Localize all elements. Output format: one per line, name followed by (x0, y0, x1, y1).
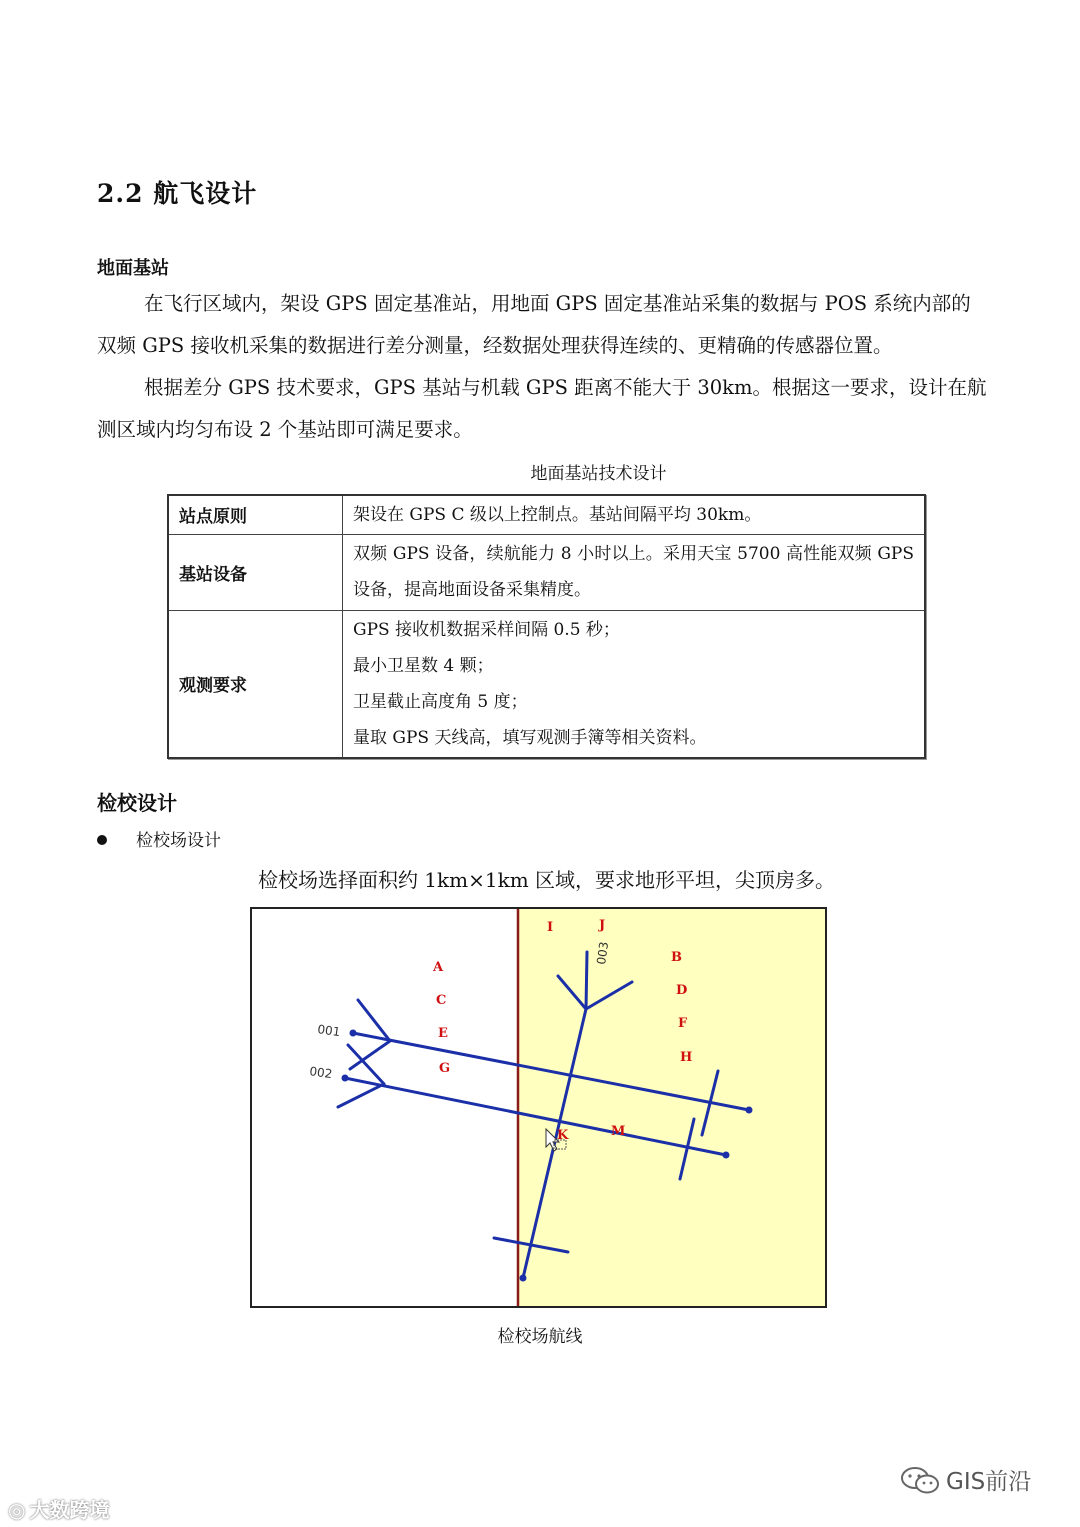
point-letter: M (611, 1124, 626, 1139)
table-row-line: GPS 接收机数据采样间隔 0.5 秒； (353, 619, 620, 640)
calibration-flight-lines-figure (250, 907, 827, 1308)
point-letter: I (547, 920, 554, 935)
table-row-line: 架设在 GPS C 级以上控制点。基站间隔平均 30km。 (353, 504, 762, 525)
point-letter: D (676, 983, 688, 998)
table-row-value (343, 534, 926, 610)
ground-station-spec-table (167, 494, 926, 759)
table-row (168, 610, 925, 758)
point-letter: H (680, 1050, 693, 1065)
table-row-line: 量取 GPS 天线高，填写观测手簿等相关资料。 (353, 727, 707, 748)
ground-station-heading: 地面基站 (97, 258, 169, 279)
point-letter: C (436, 993, 447, 1008)
section-heading: 2.2 航飞设计 (97, 179, 258, 208)
table-row-line: 双频 GPS 设备，续航能力 8 小时以上。采用天宝 5700 高性能双频 GPS 设备，提高地面设备采集精度。 (353, 544, 914, 600)
weibo-icon: ◎ (8, 1498, 26, 1522)
line-label-003: 003 (594, 940, 612, 966)
table-row (168, 495, 925, 534)
table-row-key: 基站设备 (168, 534, 343, 610)
point-letter: G (439, 1061, 451, 1076)
line-label-002: 002 (308, 1064, 334, 1082)
table-row (168, 534, 925, 610)
table-row-key: 观测要求 (168, 610, 343, 758)
endpoint (746, 1107, 753, 1114)
bullet-icon (97, 835, 107, 845)
line-label-001: 001 (316, 1022, 342, 1040)
endpoint (350, 1030, 357, 1037)
ground-station-paragraph-2: 根据差分 GPS 技术要求，GPS 基站与机载 GPS 距离不能大于 30km。根据这一要求，设计在航测区域内均匀布设 2 个基站即可满足要求。 (97, 376, 987, 441)
table-row-value (343, 495, 926, 534)
table-row-line: 最小卫星数 4 颗； (353, 655, 494, 676)
wechat-icon (900, 1465, 940, 1495)
ground-station-paragraph-1: 在飞行区域内，架设 GPS 固定基准站，用地面 GPS 固定基准站采集的数据与 POS 系统内部的双频 GPS 接收机采集的数据进行差分测量，经数据处理获得连续的、更精确的传感器位置。 (97, 292, 971, 357)
point-letter: E (438, 1026, 448, 1041)
watermark-left-text: 大数跨境 (29, 1498, 110, 1522)
endpoint (342, 1075, 349, 1082)
point-letter: B (671, 950, 682, 965)
point-letter: F (678, 1016, 688, 1031)
table-caption: 地面基站技术设计 (530, 464, 667, 484)
figure-caption: 检校场航线 (497, 1327, 583, 1347)
point-letter: K (557, 1128, 569, 1143)
watermark-left (8, 1494, 109, 1523)
watermark-right (900, 1463, 1031, 1496)
endpoint (520, 1275, 527, 1282)
table-row-key: 站点原则 (168, 495, 343, 534)
calibration-description: 检校场选择面积约 1km×1km 区域，要求地形平坦，尖顶房多。 (257, 868, 836, 892)
point-letter: A (433, 960, 444, 975)
turn-003-c (586, 952, 587, 1009)
point-letter: J (599, 918, 606, 933)
calibration-heading: 检校设计 (97, 791, 177, 815)
table-row-value (343, 610, 926, 758)
watermark-right-text: GIS前沿 (946, 1469, 1032, 1495)
calibration-bullet-text: 检校场设计 (136, 831, 221, 851)
endpoint (723, 1152, 730, 1159)
table-row-line: 卫星截止高度角 5 度； (353, 691, 528, 712)
